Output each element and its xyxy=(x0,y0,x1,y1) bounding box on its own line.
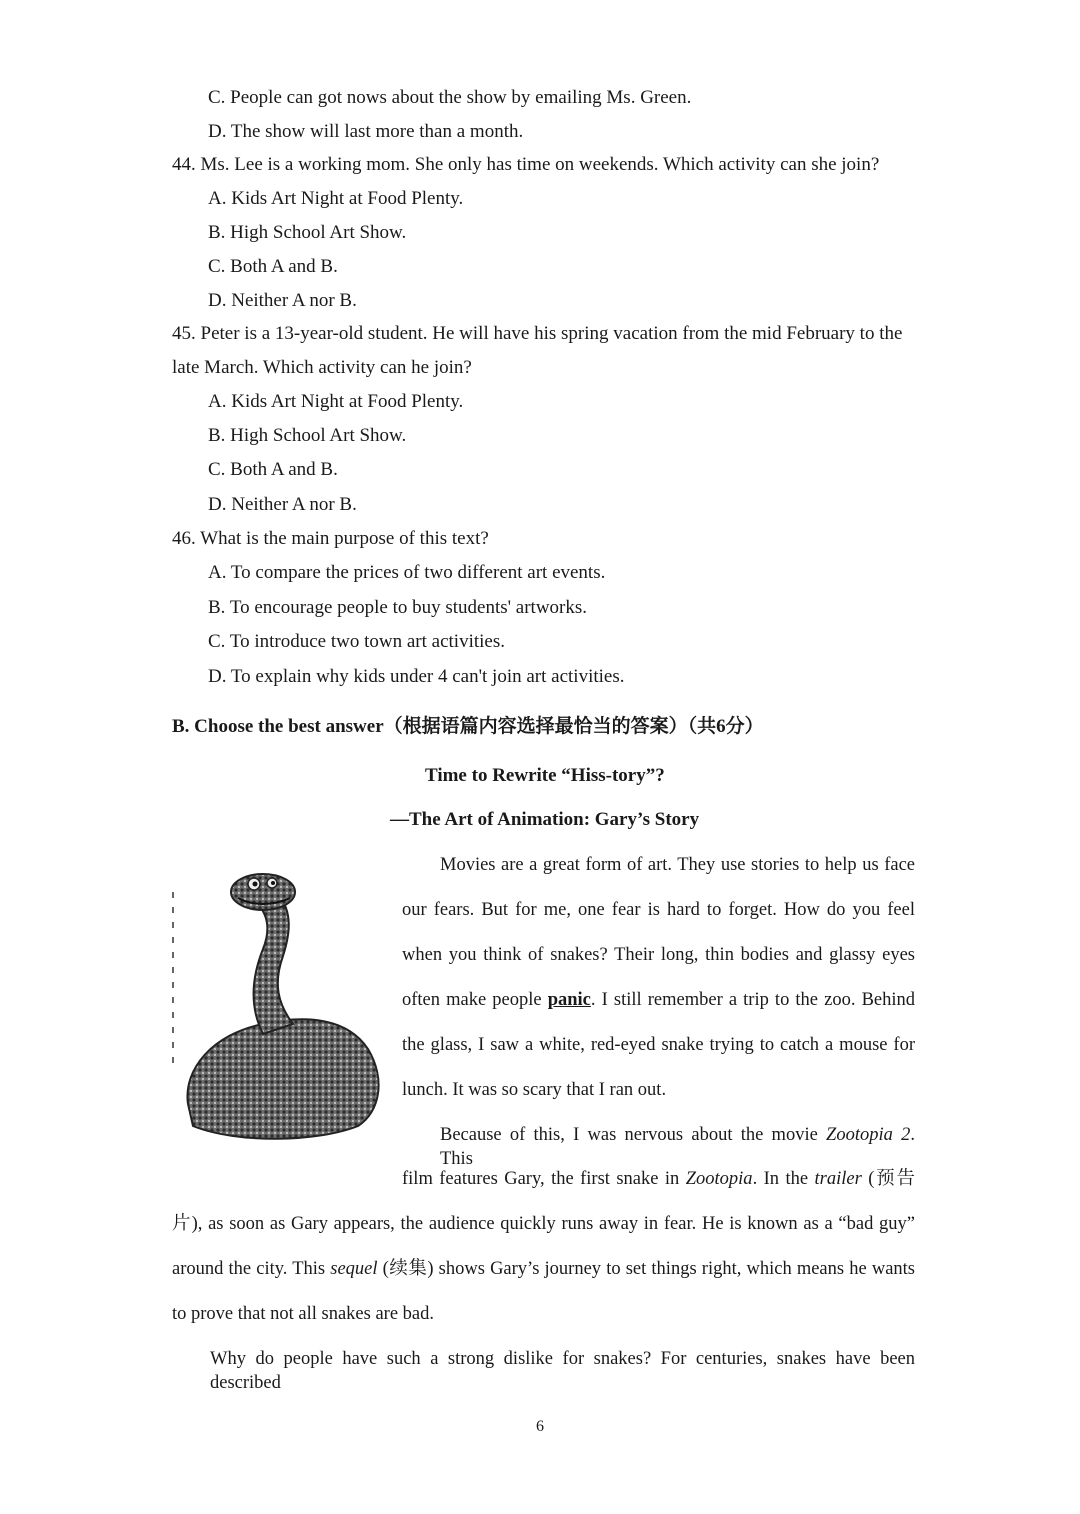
q44-option-c: C. Both A and B. xyxy=(208,256,338,277)
p2-line2-start: film features Gary, the first snake in xyxy=(402,1169,686,1189)
p2-line4 xyxy=(172,1257,915,1281)
p2-line1 xyxy=(440,1123,915,1171)
vocab-trailer: trailer xyxy=(814,1169,862,1189)
q45-stem-line2: late March. Which activity can he join? xyxy=(172,357,472,378)
p1-line3: when you think of snakes? Their long, thin bodies and glassy eyes xyxy=(402,945,915,965)
p2-line3: 片), as soon as Gary appears, the audience quickly runs away in fear. He is known as a “bad guy” xyxy=(172,1214,915,1234)
p1-line4 xyxy=(402,988,915,1012)
q44-option-a: A. Kids Art Night at Food Plenty. xyxy=(208,188,464,209)
p1-line4-end: . I still remember a trip to the zoo. Behind xyxy=(590,990,916,1010)
movie-title-zootopia2: Zootopia 2 xyxy=(826,1125,911,1145)
p2-line2 xyxy=(402,1167,915,1191)
page-number: 6 xyxy=(536,1418,544,1435)
section-b-heading: B. Choose the best answer（根据语篇内容选择最恰当的答案）（共6分） xyxy=(172,716,764,737)
p2-line4-end: (续集) shows Gary’s journey to set things right, which means he wants xyxy=(377,1259,915,1279)
p2-line5: to prove that not all snakes are bad. xyxy=(172,1304,434,1324)
article-subtitle: —The Art of Animation: Gary’s Story xyxy=(390,809,700,830)
movie-title-zootopia: Zootopia xyxy=(685,1169,753,1189)
p2-line1-end: . This xyxy=(440,1125,915,1169)
q45-option-b: B. High School Art Show. xyxy=(208,425,407,446)
q46-option-a: A. To compare the prices of two different art events. xyxy=(208,562,606,583)
q46-option-b: B. To encourage people to buy students' artworks. xyxy=(208,597,588,618)
p2-line4-start: around the city. This xyxy=(172,1259,331,1279)
p3-line1: Why do people have such a strong dislike for snakes? For centuries, snakes have been described xyxy=(210,1349,915,1393)
q46-stem: 46. What is the main purpose of this text? xyxy=(172,528,489,549)
p2-line2-end: (预告 xyxy=(861,1169,915,1189)
p2-line2-mid: . In the xyxy=(752,1169,815,1189)
p1-line4-start: often make people xyxy=(402,990,548,1010)
p1-line1: Movies are a great form of art. They use stories to help us face xyxy=(440,855,915,875)
p1-line6: lunch. It was so scary that I ran out. xyxy=(402,1080,667,1100)
p2-line1-start: Because of this, I was nervous about the movie xyxy=(440,1125,827,1145)
q44-option-b: B. High School Art Show. xyxy=(208,222,407,243)
q45-option-c: C. Both A and B. xyxy=(208,459,338,480)
q44-option-d: D. Neither A nor B. xyxy=(208,290,357,311)
q44-stem: 44. Ms. Lee is a working mom. She only has time on weekends. Which activity can she join? xyxy=(172,154,880,175)
vocab-panic: panic xyxy=(547,990,591,1010)
q45-option-a: A. Kids Art Night at Food Plenty. xyxy=(208,391,464,412)
q45-option-d: D. Neither A nor B. xyxy=(208,494,357,515)
q46-option-d: D. To explain why kids under 4 can't join art activities. xyxy=(208,666,625,687)
q45-stem-line1: 45. Peter is a 13-year-old student. He will have his spring vacation from the mid February to the xyxy=(172,323,903,344)
p1-line5: the glass, I saw a white, red-eyed snake trying to catch a mouse for xyxy=(402,1035,915,1055)
q46-option-c: C. To introduce two town art activities. xyxy=(208,631,505,652)
article-title: Time to Rewrite “Hiss-tory”? xyxy=(425,765,665,786)
p1-line2: our fears. But for me, one fear is hard to forget. How do you feel xyxy=(402,900,915,920)
snake-illustration xyxy=(168,864,398,1149)
q43-option-d: D. The show will last more than a month. xyxy=(208,121,524,142)
vocab-sequel: sequel xyxy=(330,1259,378,1279)
q43-option-c: C. People can got nows about the show by emailing Ms. Green. xyxy=(208,87,692,108)
